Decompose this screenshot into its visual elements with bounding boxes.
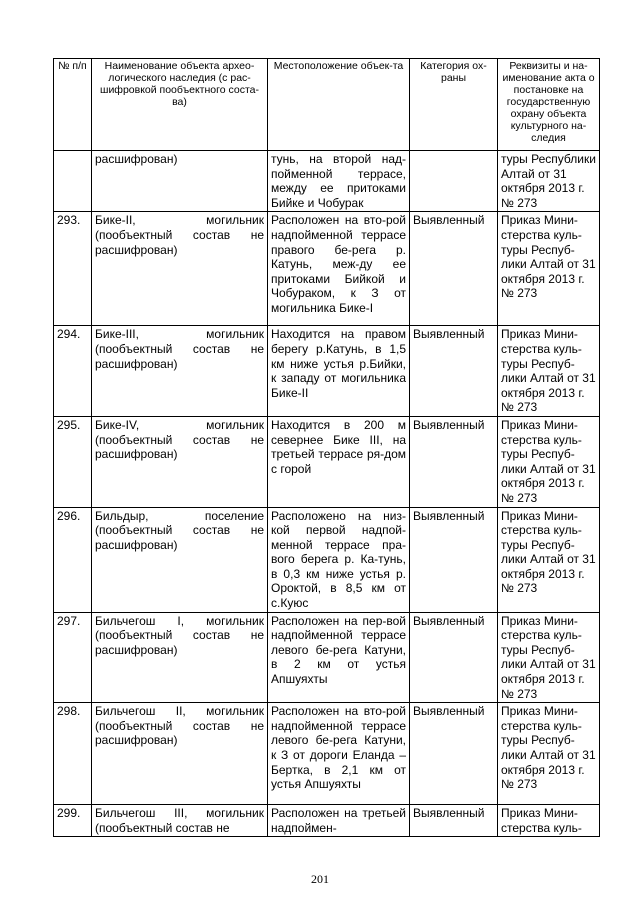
table-row	[54, 612, 600, 703]
table-row	[54, 703, 600, 805]
table-header-row	[54, 59, 600, 151]
row-object-name: Бильчегош III, могильник (пообъектный состав не	[92, 805, 268, 837]
row-requisites: Приказ Мини-стерства куль-туры Респуб-лики Алтай от 31 октября 2013 г. № 273	[498, 612, 600, 703]
row-location: Расположено на низ-кой первой надпой-менной террасе пра-вого берега р. Ка-тунь, в 0,3 км ниже устья р. Ороктой, в 8,5 км от с.Куюс	[268, 507, 410, 612]
row-object-name: Бике-IV, могильник (пообъектный состав не расшифрован)	[92, 416, 268, 507]
row-location: Расположен на третьей надпоймен-	[268, 805, 410, 837]
row-category: Выявленный	[410, 507, 498, 612]
header-requisites: Реквизиты и на-именование акта о постановке на государственную охрану объекта культурного на-следия	[498, 59, 600, 151]
row-number: 294.	[54, 326, 92, 417]
row-location: Находится на правом берегу р.Катунь, в 1,5 км ниже устья р.Бийки, к западу от могильника Бике-II	[268, 326, 410, 417]
table-row-continuation	[54, 151, 600, 212]
row-object-name: Бильчегош I, могильник (пообъектный состав не расшифрован)	[92, 612, 268, 703]
row-category: Выявленный	[410, 326, 498, 417]
row-requisites: Приказ Мини-стерства куль-	[498, 805, 600, 837]
header-number: № п/п	[54, 59, 92, 151]
table-row	[54, 212, 600, 326]
row-location: Находится в 200 м севернее Бике III, на третьей террасе ря-дом с горой	[268, 416, 410, 507]
row-object-name: Бильчегош II, могильник (пообъектный состав не расшифрован)	[92, 703, 268, 805]
row-location: тунь, на второй над-пойменной террасе, между ее притоками Бийке и Чобурак	[268, 151, 410, 212]
header-location: Местоположение объек-та	[268, 59, 410, 151]
row-location: Расположен на пер-вой надпойменной террасе левого бе-рега Катуни, в 2 км от устья Апшуяхты	[268, 612, 410, 703]
table-row	[54, 416, 600, 507]
row-requisites: Приказ Мини-стерства куль-туры Респуб-лики Алтай от 31 октября 2013 г. № 273	[498, 416, 600, 507]
row-location: Расположен на вто-рой надпойменной террасе левого бе-рега Катуни, к З от дороги Еланда – Бертка, в 2,1 км от устья Апшуяхты	[268, 703, 410, 805]
row-number: 297.	[54, 612, 92, 703]
row-category: Выявленный	[410, 612, 498, 703]
row-requisites: Приказ Мини-стерства куль-туры Респуб-лики Алтай от 31 октября 2013 г. № 273	[498, 326, 600, 417]
heritage-objects-table	[53, 58, 600, 837]
row-number: 295.	[54, 416, 92, 507]
row-category: Выявленный	[410, 212, 498, 326]
table-row	[54, 507, 600, 612]
row-number	[54, 151, 92, 212]
row-requisites: Приказ Мини-стерства куль-туры Респуб-лики Алтай от 31 октября 2013 г. № 273	[498, 507, 600, 612]
row-number: 293.	[54, 212, 92, 326]
header-protection-category: Категория ох-раны	[410, 59, 498, 151]
row-category	[410, 151, 498, 212]
page-number: 201	[311, 872, 329, 886]
row-number: 298.	[54, 703, 92, 805]
row-number: 296.	[54, 507, 92, 612]
table-row	[54, 805, 600, 837]
row-object-name: расшифрован)	[92, 151, 268, 212]
row-object-name: Бике-III, могильник (пообъектный состав не расшифрован)	[92, 326, 268, 417]
row-number: 299.	[54, 805, 92, 837]
header-object-name: Наименование объекта архео-логического наследия (с рас-шифровкой пообъектного соста-ва)	[92, 59, 268, 151]
table-row	[54, 326, 600, 417]
row-location: Расположен на вто-рой надпойменной террасе правого бе-рега р. Катунь, меж-ду ее притоками Бийкой и Чобураком, к З от могильника Бике-I	[268, 212, 410, 326]
row-category: Выявленный	[410, 416, 498, 507]
row-requisites: Приказ Мини-стерства куль-туры Респуб-лики Алтай от 31 октября 2013 г. № 273	[498, 703, 600, 805]
row-object-name: Бильдыр, поселение (пообъектный состав не расшифрован)	[92, 507, 268, 612]
row-requisites: Приказ Мини-стерства куль-туры Респуб-лики Алтай от 31 октября 2013 г. № 273	[498, 212, 600, 326]
row-category: Выявленный	[410, 703, 498, 805]
row-object-name: Бике-II, могильник (пообъектный состав не расшифрован)	[92, 212, 268, 326]
row-category: Выявленный	[410, 805, 498, 837]
row-requisites: туры Республики Алтай от 31 октября 2013 г. № 273	[498, 151, 600, 212]
